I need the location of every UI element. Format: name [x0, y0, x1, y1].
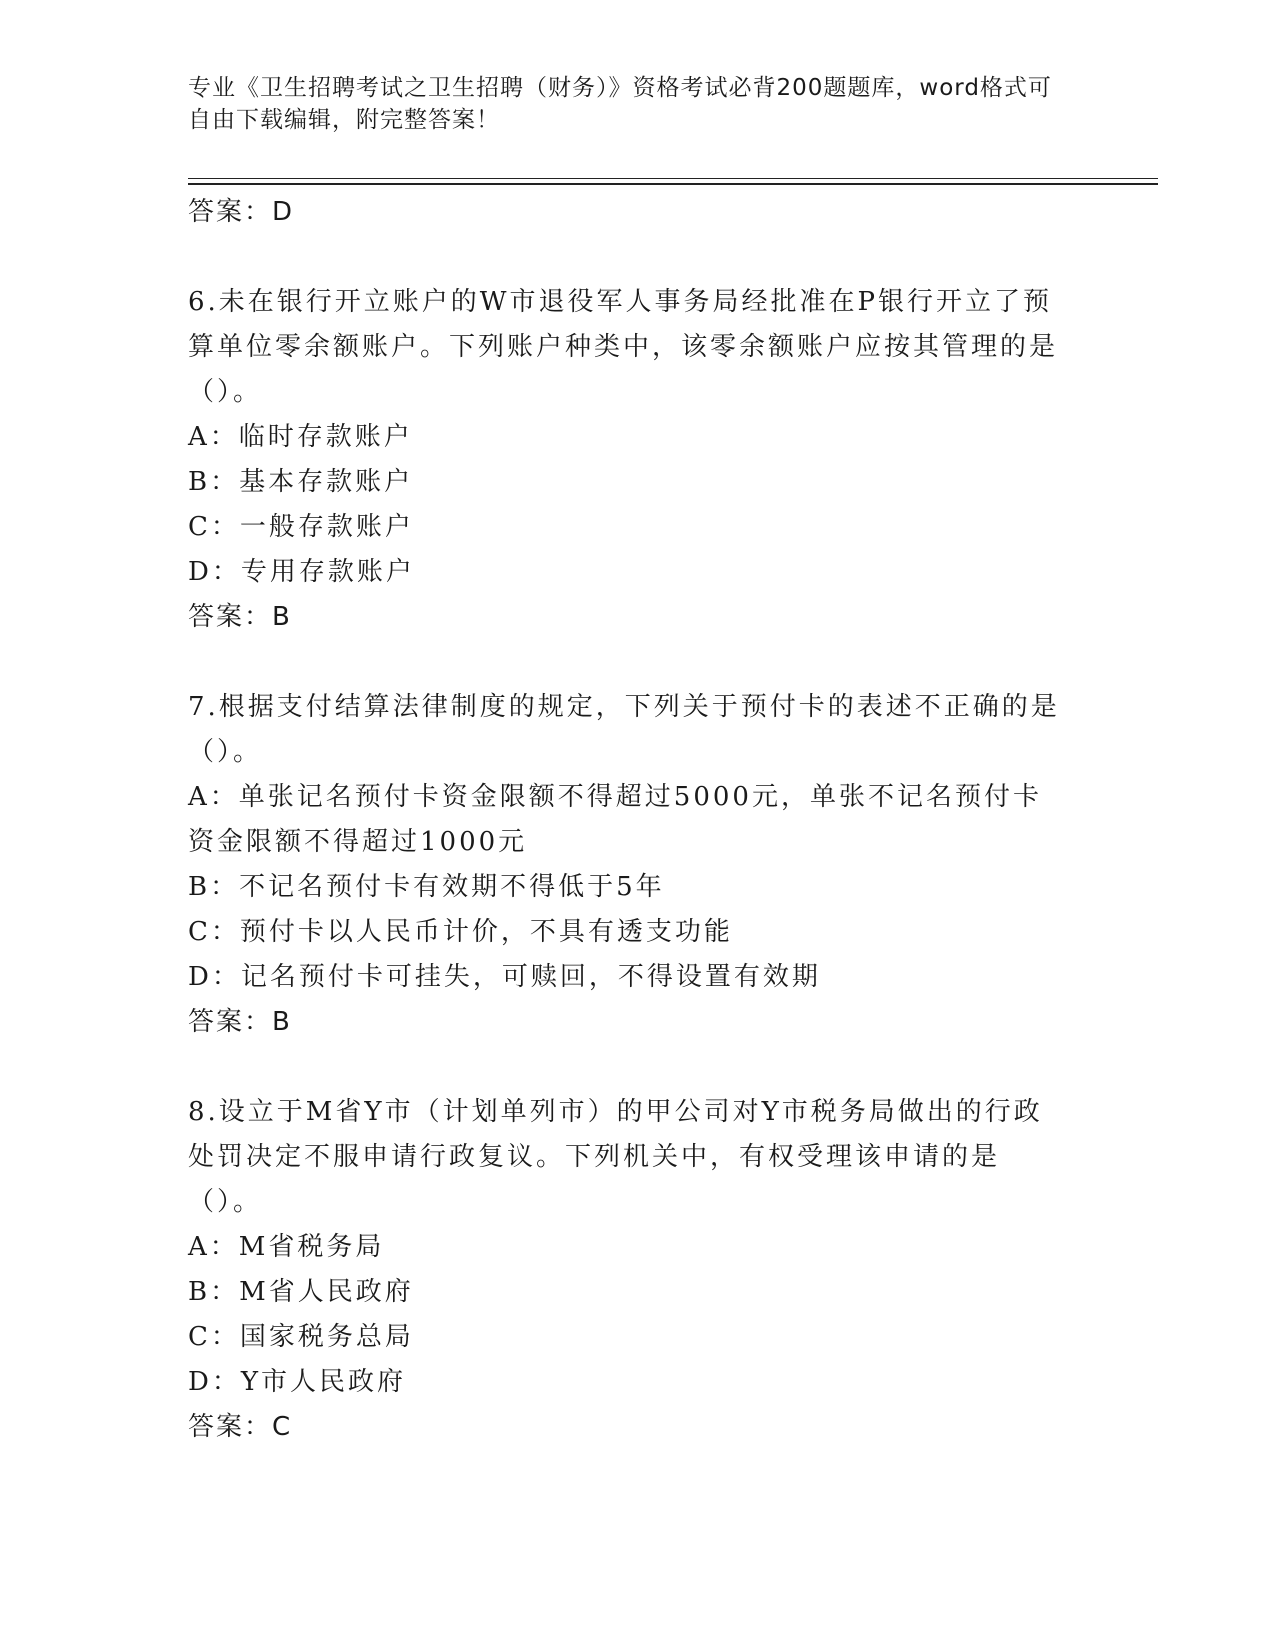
- question-item: [188, 280, 1068, 639]
- option-a: A：M省税务局: [188, 1232, 385, 1262]
- option-d: D：Y市人民政府: [188, 1367, 407, 1397]
- question-item: [188, 685, 1068, 1044]
- question-text: 6.未在银行开立账户的W市退役军人事务局经批准在P银行开立了预算单位零余额账户。下列账户种类中，该零余额账户应按其管理的是（）。: [188, 287, 1059, 407]
- option-b: B：基本存款账户: [188, 467, 414, 497]
- option-c: C：预付卡以人民币计价，不具有透支功能: [188, 917, 733, 947]
- question-text: 8.设立于M省Y市（计划单列市）的甲公司对Y市税务局做出的行政处罚决定不服申请行政复议。下列机关中，有权受理该申请的是（）。: [188, 1097, 1043, 1217]
- document-header: [188, 72, 1058, 136]
- header-title: 专业《卫生招聘考试之卫生招聘（财务）》资格考试必背200题题库，word格式可自由下载编辑，附完整答案！: [188, 75, 1052, 133]
- question-item: [188, 1090, 1068, 1449]
- answer-line: 答案：C: [188, 1412, 293, 1442]
- header-divider: [188, 178, 1158, 185]
- option-a: A：单张记名预付卡资金限额不得超过5000元，单张不记名预付卡资金限额不得超过1000元: [188, 782, 1042, 857]
- option-c: C：国家税务总局: [188, 1322, 414, 1352]
- answer-line: 答案：B: [188, 602, 292, 632]
- option-d: D：记名预付卡可挂失，可赎回，不得设置有效期: [188, 962, 821, 992]
- question-text: 7.根据支付结算法律制度的规定，下列关于预付卡的表述不正确的是（）。: [188, 692, 1060, 767]
- question-list: [188, 190, 1068, 1449]
- option-b: B：M省人民政府: [188, 1277, 414, 1307]
- answer-line: 答案：B: [188, 1007, 292, 1037]
- spacer: [188, 1044, 1068, 1090]
- option-b: B：不记名预付卡有效期不得低于5年: [188, 872, 665, 902]
- spacer: [188, 639, 1068, 685]
- answer-line: 答案：D: [188, 197, 295, 227]
- option-d: D：专用存款账户: [188, 557, 415, 587]
- option-a: A：临时存款账户: [188, 422, 413, 452]
- option-c: C：一般存款账户: [188, 512, 414, 542]
- spacer: [188, 234, 1068, 280]
